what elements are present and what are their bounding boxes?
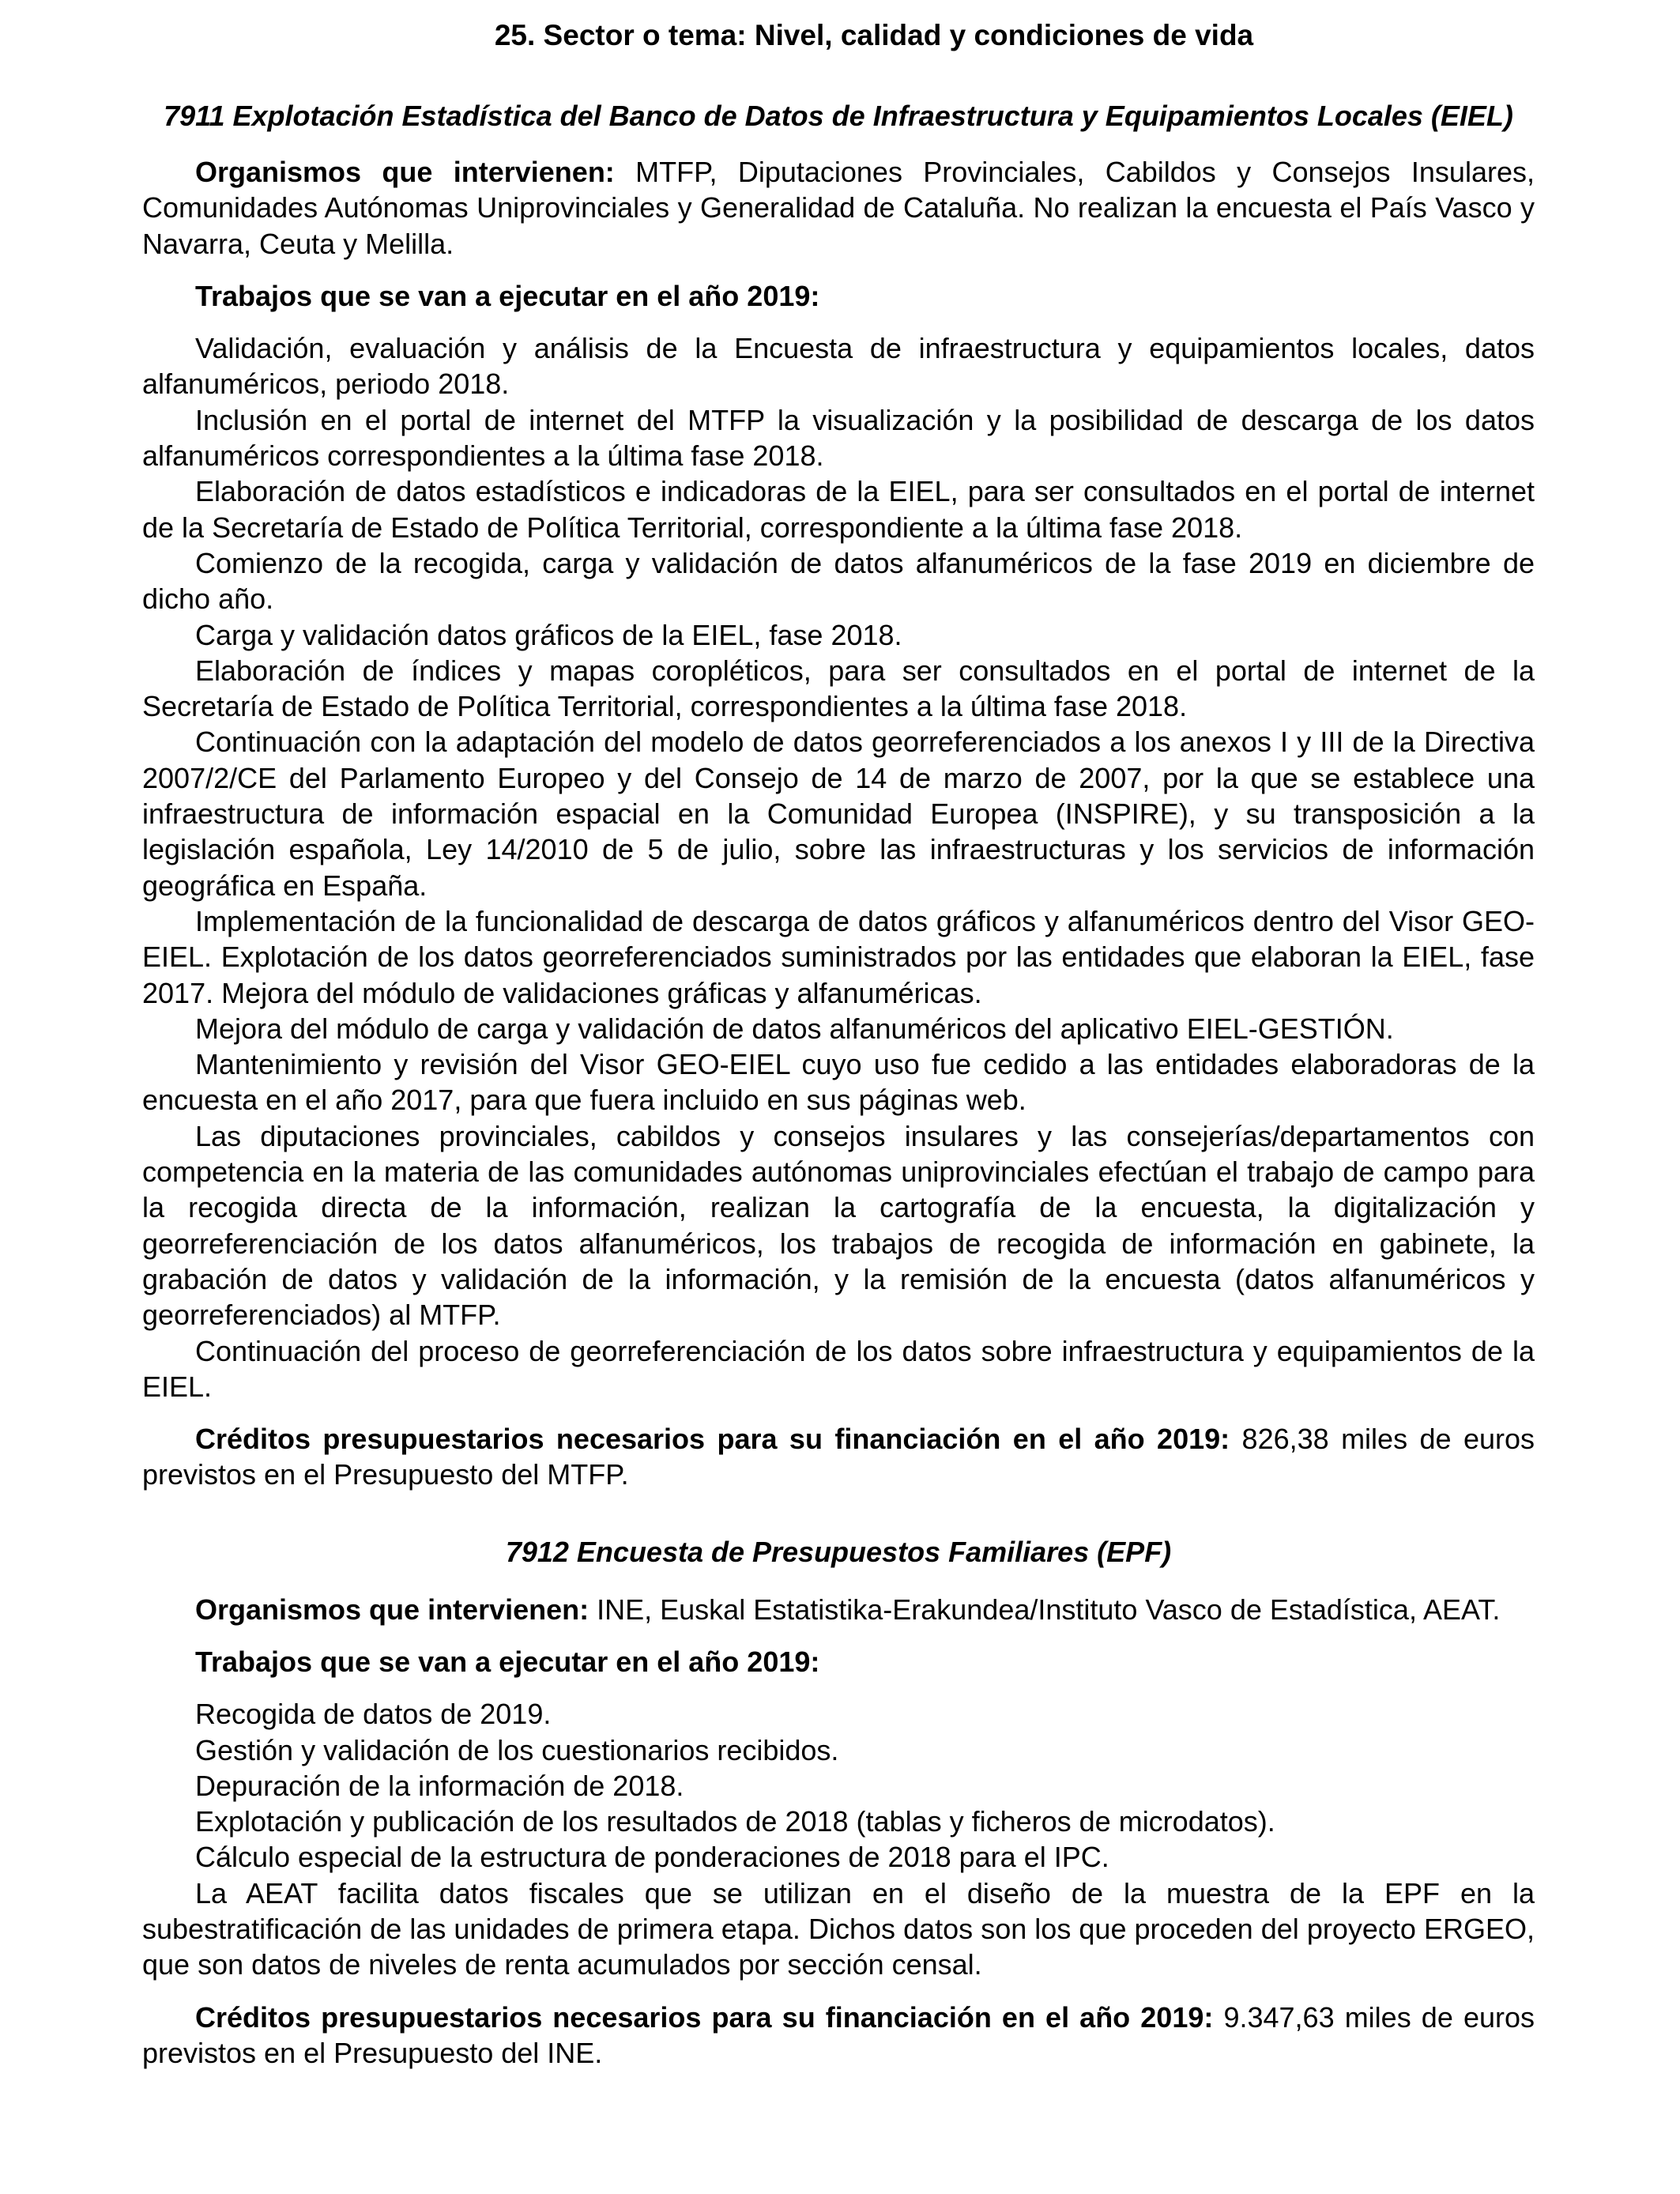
section-title: 7911 Explotación Estadística del Banco de Datos de Infraestructura y Equipamientos Locales (EIEL) (164, 100, 1513, 132)
organismos-paragraph (142, 154, 1535, 262)
creditos-paragraph (142, 1421, 1535, 1493)
creditos-text: 826,38 miles de euros previstos en el Presupuesto del MTFP. (142, 1423, 1535, 1491)
trabajo-item: Elaboración de índices y mapas coropléticos, para ser consultados en el portal de internet de la Secretaría de Estado de Política Territorial, correspondientes a la última fase 2018. (142, 654, 1535, 723)
trabajo-item: Comienzo de la recogida, carga y validación de datos alfanuméricos de la fase 2019 en diciembre de dicho año. (142, 546, 1535, 616)
organismos-text: INE, Euskal Estatistika-Erakundea/Instituto Vasco de Estadística, AEAT. (589, 1593, 1501, 1626)
organismos-text: MTFP, Diputaciones Provinciales, Cabildos y Consejos Insulares, Comunidades Autónomas Uniprovinciales y Generalidad de Cataluña. No realizan la encuesta el País Vasco y Navarra, Ceuta y Melilla. (142, 156, 1535, 260)
trabajos-heading: Trabajos que se van a ejecutar en el año 2019: (195, 1645, 820, 1678)
trabajo-item: Mejora del módulo de carga y validación de datos alfanuméricos del aplicativo EIEL-GESTIÓN. (195, 1012, 1394, 1045)
trabajo-item: Las diputaciones provinciales, cabildos y consejos insulares y las consejerías/departamentos con competencia en la materia de las comunidades autónomas uniprovinciales efectúan el trabajo de campo para la recogida directa de la información, realizan la cartografía de la encuesta, la digitalización y georreferenciación de los datos alfanuméricos, los trabajos de recogida de información en gabinete, la grabación de datos y validación de la información, y la remisión de la encuesta (datos alfanuméricos y georreferenciados) al MTFP. (142, 1119, 1535, 1332)
trabajo-item: Carga y validación datos gráficos de la EIEL, fase 2018. (195, 618, 902, 651)
section-7911 (142, 98, 1535, 1493)
trabajo-item: Continuación con la adaptación del modelo de datos georreferenciados a los anexos I y III de la Directiva 2007/2/CE del Parlamento Europeo y del Consejo de 14 de marzo de 2007, por la que se establece una infraestructura de información espacial en la Comunidad Europea (INSPIRE), y su transposición a la legislación española, Ley 14/2010 de 5 de julio, sobre las infraestructuras y los servicios de información geográfica en España. (142, 726, 1535, 902)
trabajos-heading: Trabajos que se van a ejecutar en el año 2019: (195, 279, 820, 312)
trabajo-item: Recogida de datos de 2019. (195, 1698, 552, 1731)
creditos-label: Créditos presupuestarios necesarios para su financiación en el año 2019: (195, 2000, 1214, 2034)
creditos-paragraph (142, 2000, 1535, 2071)
trabajo-item: Explotación y publicación de los resultados de 2018 (tablas y ficheros de microdatos). (195, 1805, 1275, 1838)
trabajo-item: Validación, evaluación y análisis de la Encuesta de infraestructura y equipamientos locales, datos alfanuméricos, periodo 2018. (142, 332, 1535, 401)
creditos-label: Créditos presupuestarios necesarios para su financiación en el año 2019: (195, 1423, 1230, 1456)
trabajo-item: Gestión y validación de los cuestionarios recibidos. (195, 1733, 839, 1766)
section-7912 (142, 1534, 1535, 2071)
section-title: 7912 Encuesta de Presupuestos Familiares (EPF) (505, 1535, 1172, 1568)
organismos-label: Organismos que intervienen: (195, 156, 615, 188)
creditos-text: 9.347,63 miles de euros previstos en el Presupuesto del INE. (142, 2000, 1535, 2069)
trabajo-item: Inclusión en el portal de internet del MTFP la visualización y la posibilidad de descarga de los datos alfanuméricos correspondientes a la última fase 2018. (142, 403, 1535, 473)
organismos-label: Organismos que intervienen: (195, 1593, 590, 1626)
trabajo-item: Cálculo especial de la estructura de ponderaciones de 2018 para el IPC. (195, 1841, 1109, 1874)
trabajo-item: Mantenimiento y revisión del Visor GEO-EIEL cuyo uso fue cedido a las entidades elaboradoras de la encuesta en el año 2017, para que fuera incluido en sus páginas web. (142, 1048, 1535, 1117)
trabajo-item: Continuación del proceso de georreferenciación de los datos sobre infraestructura y equipamientos de la EIEL. (142, 1334, 1535, 1403)
page-header: 25. Sector o tema: Nivel, calidad y condiciones de vida (494, 19, 1254, 51)
organismos-paragraph (142, 1592, 1535, 1627)
trabajo-item: Depuración de la información de 2018. (195, 1769, 684, 1802)
trabajo-item: Implementación de la funcionalidad de descarga de datos gráficos y alfanuméricos dentro del Visor GEO-EIEL. Explotación de los datos georreferenciados suministrados por las entidades que elaboran la EIEL, fase 2017. Mejora del módulo de validaciones gráficas y alfanuméricas. (142, 904, 1535, 1009)
trabajo-item: Elaboración de datos estadísticos e indicadoras de la EIEL, para ser consultados en el portal de internet de la Secretaría de Estado de Política Territorial, correspondiente a la última fase 2018. (142, 475, 1535, 544)
trabajo-item: La AEAT facilita datos fiscales que se utilizan en el diseño de la muestra de la EPF en la subestratificación de las unidades de primera etapa. Dichos datos son los que proceden del proyecto ERGEO, que son datos de niveles de renta acumulados por sección censal. (142, 1876, 1535, 1981)
